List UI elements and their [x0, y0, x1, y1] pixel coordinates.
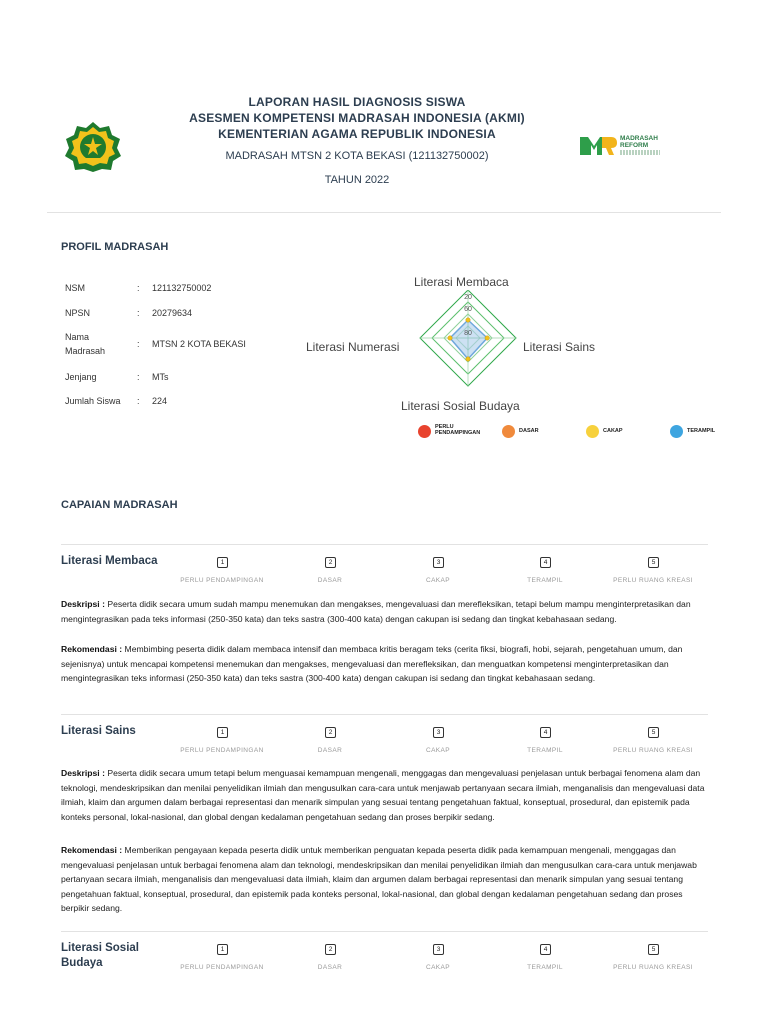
area-divider: [61, 544, 708, 545]
area-name: Literasi Membaca: [61, 555, 158, 567]
legend-label: PERLU PENDAMPINGAN: [435, 424, 481, 436]
radar-point: [466, 357, 470, 361]
level-box-2: 2: [325, 944, 336, 955]
reform-logo-line1: MADRASAH: [620, 135, 658, 142]
level-name: TERAMPIL: [527, 964, 563, 971]
achievement-section-title: CAPAIAN MADRASAH: [61, 499, 178, 511]
radar-point: [466, 318, 470, 322]
reform-logo-line2: REFORM: [620, 142, 649, 149]
description-text: Peserta didik secara umum tetapi belum menguasai kemampuan mengenali, menggagas dan mengevaluasi penjelasan untuk berbagai fenomena alam dan teknologi, mendeskripsikan dan menilai penyelidikan ilmiah dan mengusulkan cara-cara untuk menjawab pertanyaan secara ilmiah, menganalisis dan mengevaluasi data ilmiah, klaim dan argumen dalam berbagai representasi dan menarik simpulan yang sesuai tentang pengetahuan faktual, konseptual, prosedural, dan epistemik pada konteks personal, lokal-nasional, dan global dengan kedalaman pengetahuan sedang dan proses berpikir sedang.: [61, 768, 705, 822]
profile-colon: :: [137, 283, 140, 293]
madrasah-reform-mark-icon: [578, 133, 618, 159]
level-name: TERAMPIL: [527, 747, 563, 754]
report-title-3: KEMENTERIAN AGAMA REPUBLIK INDONESIA: [218, 127, 496, 141]
level-name: DASAR: [317, 747, 343, 754]
area-description: [61, 766, 706, 824]
level-name: PERLU PENDAMPINGAN: [180, 964, 264, 971]
radar-axis-label: Literasi Sosial Budaya: [401, 399, 520, 413]
recommendation-text: Membimbing peserta didik dalam membaca intensif dan membaca kritis beragam teks (cerita fiksi, biografi, hobi, sejarah, pengetahuan umum, dan sejenisnya) untuk mencapai kompetensi menemukan dan mengakses, mengevaluasi dan merefleksikan, dan menguatkan kompetensi menginterpretasikan dan mengintegrasikan teks informasi (250-350 kata) dan teks sastra (300-400 kata) dengan cakupan isi sedang dan tingkat kebahasaan sedang.: [61, 644, 683, 683]
legend-dot: [502, 425, 515, 438]
description-label: Deskripsi :: [61, 768, 105, 778]
level-name: TERAMPIL: [527, 577, 563, 584]
profile-colon: :: [137, 339, 140, 349]
level-box-1: 1: [217, 944, 228, 955]
profile-label-jenjang: Jenjang: [65, 372, 97, 382]
level-name: DASAR: [317, 964, 343, 971]
radar-tick-label: 20: [464, 294, 472, 301]
recommendation-text: Memberikan pengayaan kepada peserta didik untuk memberikan penguatan kepada peserta didik pada kemampuan mengenali, menggagas dan mengevaluasi penjelasan untuk berbagai fenomena alam dan teknologi, mendeskripsikan dan menilai penyelidikan ilmiah dan mengusulkan cara-cara untuk menjawab pertanyaan secara ilmiah, menganalisis dan mengevaluasi data ilmiah, klaim dan argumen dalam berbagai representasi dan menarik simpulan yang sesuai tentang pengetahuan faktual, konseptual, prosedural, dan epistemik pada konteks personal, lokal-nasional, dan global dengan kedalaman pengetahuan sedang dan proses berpikir sedang.: [61, 845, 697, 913]
profile-label-jumlah: Jumlah Siswa: [65, 396, 121, 406]
level-box-2: 2: [325, 727, 336, 738]
level-name: PERLU PENDAMPINGAN: [180, 747, 264, 754]
profile-value-jenjang: MTs: [152, 372, 169, 382]
level-box-5: 5: [648, 727, 659, 738]
legend-dot: [586, 425, 599, 438]
radar-axis-label: Literasi Membaca: [414, 275, 509, 289]
level-name: PERLU RUANG KREASI: [613, 964, 693, 971]
report-title-2: ASESMEN KOMPETENSI MADRASAH INDONESIA (AKMI): [189, 111, 525, 125]
area-divider: [61, 714, 708, 715]
level-box-1: 1: [217, 557, 228, 568]
profile-label-nama: Nama Madrasah: [65, 332, 106, 356]
level-box-1: 1: [217, 727, 228, 738]
description-text: Peserta didik secara umum sudah mampu menemukan dan mengakses, mengevaluasi dan merefleksikan, tetapi belum mampu menginterpretasikan dan mengintegrasikan pada teks informasi (250-350 kata) dan teks sastra (300-400 kata) dengan cakupan isi sedang dan tingkat kebahasaan sedang.: [61, 599, 691, 624]
report-title-1: LAPORAN HASIL DIAGNOSIS SISWA: [248, 95, 466, 109]
legend-label: DASAR: [519, 428, 539, 434]
report-header: [0, 0, 768, 212]
radar-axis-label: Literasi Sains: [523, 340, 596, 354]
legend-dot: [418, 425, 431, 438]
reform-logo-tagline: [620, 150, 660, 155]
level-box-3: 3: [433, 944, 444, 955]
area-name: Literasi Sosial Budaya: [61, 942, 139, 969]
legend-dot: [670, 425, 683, 438]
recommendation-label: Rekomendasi :: [61, 845, 123, 855]
level-box-4: 4: [540, 557, 551, 568]
madrasah-name: MADRASAH MTSN 2 KOTA BEKASI (121132750002): [225, 150, 489, 162]
radar-plot: [408, 290, 528, 400]
level-box-3: 3: [433, 557, 444, 568]
profile-label-npsn: NPSN: [65, 308, 91, 318]
radar-tick-label: 60: [464, 306, 472, 313]
radar-point: [485, 336, 489, 340]
level-box-5: 5: [648, 557, 659, 568]
profile-colon: :: [137, 396, 140, 406]
profile-value-nsm: 121132750002: [152, 283, 212, 293]
level-box-5: 5: [648, 944, 659, 955]
area-divider: [61, 931, 708, 932]
area-recommendation: [61, 843, 706, 916]
level-name: CAKAP: [425, 747, 451, 754]
level-name: PERLU PENDAMPINGAN: [180, 577, 264, 584]
profile-value-nama: MTSN 2 KOTA BEKASI: [152, 339, 246, 349]
legend-label: CAKAP: [603, 428, 623, 434]
description-label: Deskripsi :: [61, 599, 105, 609]
profile-colon: :: [137, 372, 140, 382]
recommendation-label: Rekomendasi :: [61, 644, 123, 654]
level-name: CAKAP: [425, 577, 451, 584]
radar-axis-label: Literasi Numerasi: [306, 340, 400, 354]
profile-label-nsm: NSM: [65, 283, 85, 293]
profile-colon: :: [137, 308, 140, 318]
radar-point: [448, 336, 452, 340]
radar-tick-label: 80: [464, 330, 472, 337]
level-name: PERLU RUANG KREASI: [613, 577, 693, 584]
area-description: [61, 597, 706, 626]
level-box-2: 2: [325, 557, 336, 568]
legend-label: TERAMPIL: [687, 428, 716, 434]
profile-section-title: PROFIL MADRASAH: [61, 241, 169, 253]
level-name: PERLU RUANG KREASI: [613, 747, 693, 754]
report-year: TAHUN 2022: [324, 174, 390, 186]
madrasah-reform-logo: [578, 133, 668, 161]
level-box-4: 4: [540, 727, 551, 738]
profile-value-npsn: 20279634: [152, 308, 193, 318]
profile-value-jumlah: 224: [152, 396, 168, 406]
header-divider: [47, 212, 721, 213]
area-recommendation: [61, 642, 706, 686]
level-name: CAKAP: [425, 964, 451, 971]
level-name: DASAR: [317, 577, 343, 584]
level-box-3: 3: [433, 727, 444, 738]
area-name: Literasi Sains: [61, 725, 136, 737]
level-box-4: 4: [540, 944, 551, 955]
